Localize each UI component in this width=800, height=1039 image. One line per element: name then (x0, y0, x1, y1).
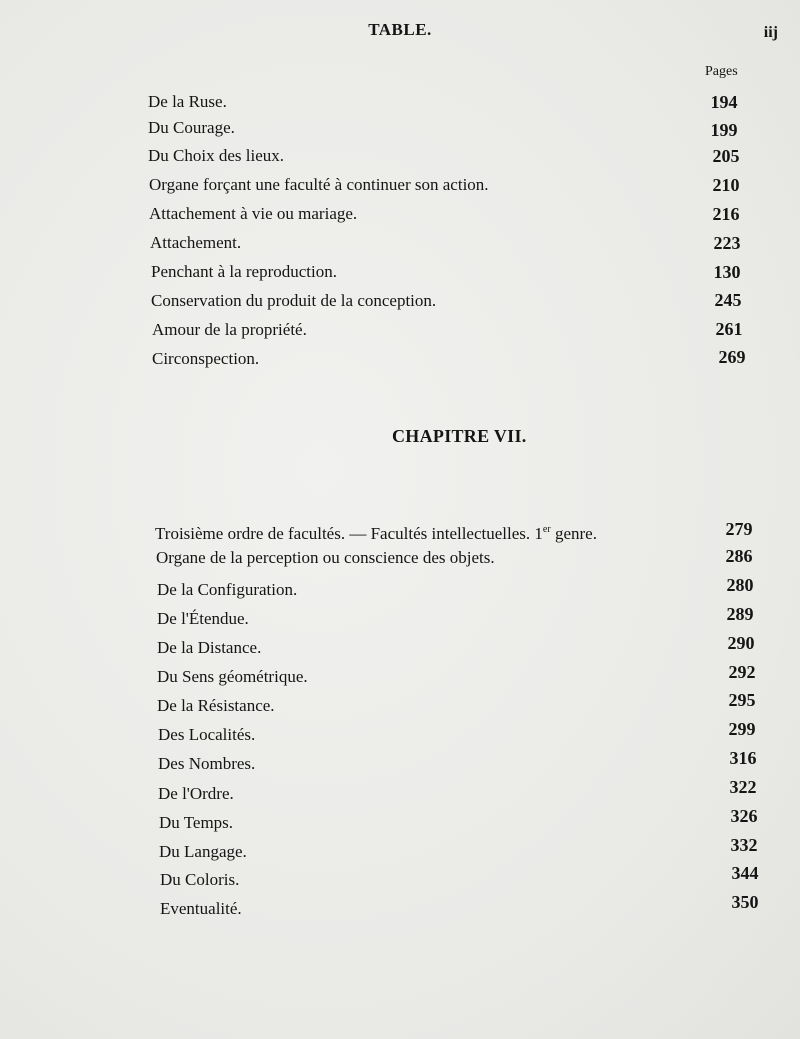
toc-entry-title: Du Coloris. (160, 870, 240, 889)
toc-entry-page: 350 (731, 892, 759, 912)
toc-entry-page: 205 (712, 146, 740, 166)
toc-entry-title: De la Ruse. (148, 92, 227, 111)
toc-entry-page: 194 (710, 92, 738, 112)
toc-entry-title: Attachement. (150, 233, 242, 252)
toc-entry-page: 344 (731, 863, 759, 883)
toc-entry-title: Du Courage. (148, 118, 235, 137)
toc-entry-page: 261 (715, 319, 743, 339)
toc-entry-title: Amour de la propriété. (152, 320, 307, 339)
toc-entry-page: 245 (714, 290, 742, 310)
pages-column-label: Pages (705, 64, 738, 79)
page-number: iij (763, 24, 778, 41)
toc-entry-title: De l'Ordre. (158, 784, 234, 803)
toc-entry-page: 332 (730, 835, 758, 855)
toc-entry-title: Troisième ordre de facultés. — Facultés intellectuelles. 1er genre. (155, 524, 597, 543)
toc-entry-page: 326 (730, 806, 758, 826)
toc-entry-title: Du Choix des lieux. (148, 146, 284, 165)
toc-entry-page: 295 (728, 690, 756, 710)
toc-entry-title: De la Résistance. (157, 696, 275, 715)
toc-entry-page: 130 (713, 262, 741, 282)
toc-entry-page: 280 (726, 575, 754, 595)
toc-entry-page: 216 (712, 204, 740, 224)
toc-entry-title: De la Configuration. (157, 580, 298, 599)
toc-entry-page: 210 (712, 175, 740, 195)
toc-entry-title: Penchant à la reproduction. (151, 262, 337, 281)
toc-entry-title: Des Localités. (158, 725, 256, 744)
toc-entry-page: 322 (729, 777, 757, 797)
toc-entry-title: Circonspection. (152, 349, 260, 368)
toc-entry-page: 279 (725, 519, 753, 539)
toc-entry-title: Eventualité. (160, 899, 242, 918)
toc-entry-page: 199 (710, 120, 738, 140)
toc-entry-page: 290 (727, 633, 755, 653)
toc-entry-page: 292 (728, 662, 756, 682)
running-head: TABLE. (368, 20, 432, 39)
toc-entry-title: De la Distance. (157, 638, 262, 657)
toc-entry-title: Conservation du produit de la conception. (151, 291, 437, 310)
toc-entry-page: 299 (728, 719, 756, 739)
chapter-heading: CHAPITRE VII. (392, 426, 527, 446)
toc-entry-page: 286 (725, 546, 753, 566)
toc-entry-page: 223 (713, 233, 741, 253)
toc-entry-title: Organe forçant une faculté à continuer son action. (149, 175, 489, 194)
toc-entry-page: 269 (718, 347, 746, 367)
toc-entry-title: Du Sens géométrique. (157, 667, 308, 686)
toc-entry-title: Des Nombres. (158, 754, 256, 773)
toc-entry-page: 316 (729, 748, 757, 768)
toc-entry-page: 289 (726, 604, 754, 624)
toc-entry-title: Attachement à vie ou mariage. (149, 204, 358, 223)
toc-entry-title: Organe de la perception ou conscience des objets. (156, 548, 495, 567)
toc-entry-title: De l'Étendue. (157, 609, 249, 628)
toc-entry-title: Du Temps. (159, 813, 234, 832)
toc-entry-title: Du Langage. (159, 842, 247, 861)
